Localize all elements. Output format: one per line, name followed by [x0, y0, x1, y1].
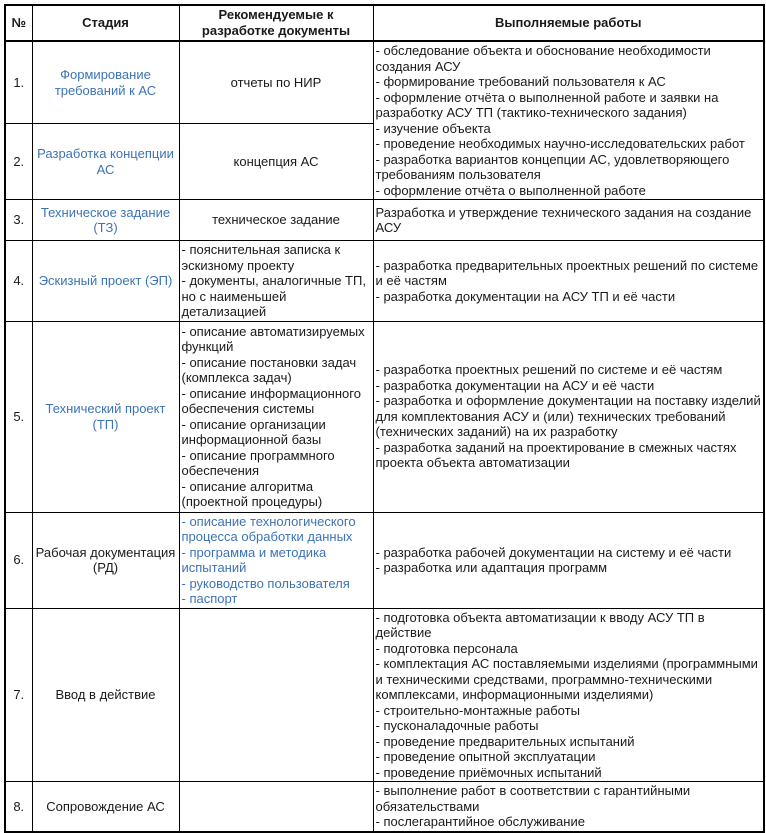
row-number: 8. — [5, 782, 32, 832]
work-item: - проведение необходимых научно-исследовательских работ — [375, 136, 745, 151]
work-item: - оформление отчёта о выполненной работе и заявки на разработку АСУ ТП (тактико-технического задания) — [375, 89, 719, 120]
stage-label: Ввод в действие — [55, 687, 156, 702]
stage-cell — [32, 321, 179, 512]
stage-label: Сопровождение АС — [46, 798, 165, 814]
work-item: - разработка рабочей документации на систему и её части — [375, 544, 732, 560]
doc-link-item[interactable]: - программа и методика испытаний — [181, 544, 327, 575]
row-number: 3. — [5, 200, 32, 241]
docs-cell: отчеты по НИР — [179, 41, 373, 124]
works-cell — [373, 782, 764, 832]
works-cell — [373, 512, 764, 608]
doc-link-item[interactable]: - описание технологического процесса обработки данных — [181, 513, 356, 544]
doc-item: - описание информационного обеспечения системы — [181, 385, 361, 416]
docs-cell: концепция АС — [179, 124, 373, 200]
doc-item: - пояснительная записка к эскизному проекту — [181, 242, 341, 273]
docs-cell — [179, 512, 373, 608]
stage-link[interactable]: Разработка концепции АС — [37, 146, 174, 177]
work-item: - подготовка объекта автоматизации к вводу АСУ ТП в действие — [375, 609, 705, 640]
work-item: - обследование объекта и обоснование необходимости создания АСУ — [375, 43, 711, 74]
row-number: 2. — [5, 124, 32, 200]
docs-cell — [179, 608, 373, 782]
table-row — [5, 241, 764, 322]
work-item: - разработка предварительных проектных решений по системе и её частям — [375, 257, 759, 288]
work-item: - выполнение работ в соответствии с гарантийными обязательствами — [375, 783, 691, 814]
header-row — [5, 5, 764, 41]
header-docs: Рекомендуемые к разработке документы — [179, 5, 373, 41]
doc-item: - документы, аналогичные ТП, но с наименьшей детализацией — [181, 273, 366, 319]
table-row — [5, 41, 764, 124]
stage-link[interactable]: Эскизный проект (ЭП) — [38, 273, 173, 288]
doc-item: - описание программного обеспечения — [181, 447, 335, 478]
table-row — [5, 608, 764, 782]
doc-item: - описание организации информационной базы — [181, 416, 326, 447]
work-item: - разработка заданий на проектирование в смежных частях проекта объекта автоматизации — [375, 439, 737, 471]
docs-cell — [179, 241, 373, 322]
work-item: - оформление отчёта о выполненной работе — [375, 182, 646, 198]
stage-link[interactable]: Техническое задание (ТЗ) — [40, 204, 171, 235]
doc-item: - описание алгоритма (проектной процедуры) — [181, 478, 323, 509]
works-cell: Разработка и утверждение технического задания на создание АСУ — [373, 200, 764, 241]
work-item: - проведение опытной эксплуатации — [375, 749, 596, 764]
work-item: - проведение предварительных испытаний — [375, 733, 635, 749]
work-item: - разработка вариантов концепции АС, удовлетворяющего требованиям пользователя — [375, 151, 730, 182]
stages-table — [4, 4, 765, 833]
works-cell — [373, 241, 764, 322]
table-row — [5, 512, 764, 608]
work-item: - проведение приёмочных испытаний — [375, 764, 602, 780]
stage-label: Рабочая документация (РД) — [35, 544, 176, 575]
doc-item: - описание автоматизируемых функций — [181, 323, 365, 354]
works-cell — [373, 321, 764, 512]
table-row — [5, 321, 764, 512]
stage-link[interactable]: Формирование требований к АС — [54, 67, 157, 98]
doc-item: - описание постановки задач (комплекса задач) — [181, 354, 357, 385]
doc-link-item[interactable]: - паспорт — [181, 591, 238, 606]
header-num: № — [5, 5, 32, 41]
row-number: 5. — [5, 321, 32, 512]
work-item: - разработка или адаптация программ — [375, 560, 608, 575]
header-stage: Стадия — [32, 5, 179, 41]
work-item: - строительно-монтажные работы — [375, 702, 580, 718]
stage-cell — [32, 512, 179, 608]
work-item: - изучение объекта — [375, 120, 491, 136]
header-works: Выполняемые работы — [373, 5, 764, 41]
table-row — [5, 782, 764, 832]
works-cell — [373, 41, 764, 200]
docs-cell — [179, 782, 373, 832]
row-number: 7. — [5, 608, 32, 782]
table-row — [5, 200, 764, 241]
docs-cell — [179, 321, 373, 512]
work-item: - послегарантийное обслуживание — [375, 814, 585, 829]
stage-link[interactable]: Технический проект (ТП) — [45, 401, 166, 432]
stage-cell — [32, 782, 179, 832]
docs-cell: техническое задание — [179, 200, 373, 241]
stage-cell — [32, 200, 179, 241]
row-number: 1. — [5, 41, 32, 124]
work-item: - комплектация АС поставляемыми изделиями (программными и техническими средствами, программно-техническими комплексами, информационными изделиями) — [375, 656, 758, 702]
work-item: - разработка документации на АСУ ТП и её части — [375, 288, 676, 304]
work-item: - разработка проектных решений по системе и её частям — [375, 362, 723, 378]
work-item: - формирование требований пользователя к АС — [375, 74, 666, 89]
works-cell — [373, 608, 764, 782]
work-item: - разработка документации на АСУ и её части — [375, 377, 655, 393]
stage-cell — [32, 241, 179, 322]
work-item: - разработка и оформление документации на поставку изделий для комплектования АСУ и (или) технических требований (технических заданий) на их разработку — [375, 393, 761, 440]
stage-cell — [32, 124, 179, 200]
work-item: - пусконаладочные работы — [375, 718, 539, 733]
row-number: 6. — [5, 512, 32, 608]
work-item: - подготовка персонала — [375, 640, 518, 656]
stage-cell — [32, 608, 179, 782]
doc-link-item[interactable]: - руководство пользователя — [181, 575, 350, 591]
row-number: 4. — [5, 241, 32, 322]
stage-cell — [32, 41, 179, 124]
